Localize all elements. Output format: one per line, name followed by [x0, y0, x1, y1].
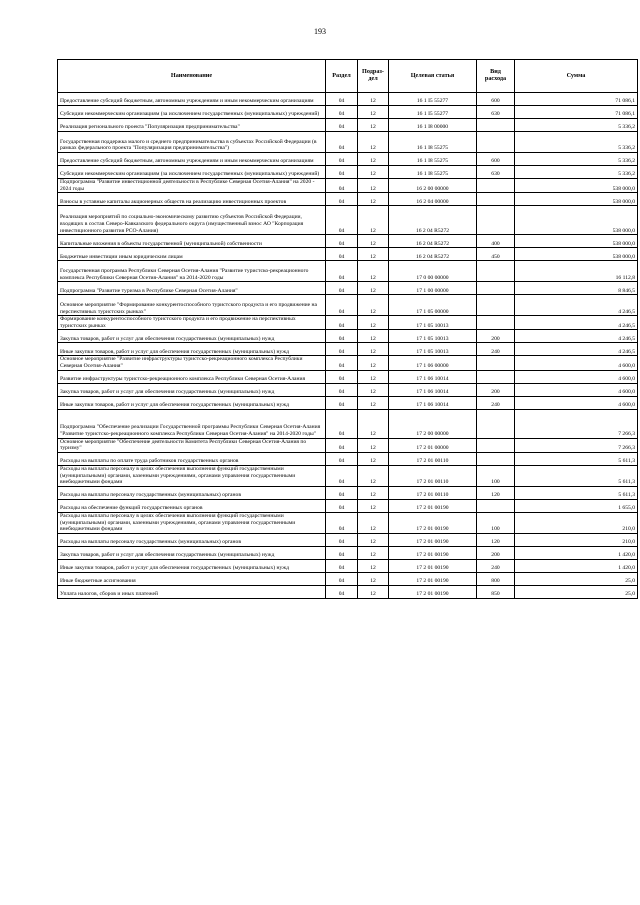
cell-target-code: 17 2 01 00110 [389, 486, 477, 499]
cell-target-code: 17 2 00 00000 [389, 409, 477, 438]
table-row [58, 248, 638, 261]
cell-subsection: 12 [358, 193, 389, 206]
table-row [58, 356, 638, 370]
cell-sum: 25,0 [515, 585, 638, 598]
table-row [58, 546, 638, 559]
cell-name: Субсидии некоммерческим организациям (за исключением государственных (муниципальных) учреждений) [58, 106, 326, 119]
budget-table [57, 59, 638, 599]
cell-target-code: 16 1 I8 55275 [389, 166, 477, 179]
cell-section: 04 [326, 166, 358, 179]
cell-section: 04 [326, 533, 358, 546]
cell-name: Подпрограмма "Развитие инвестиционной деятельности в Республике Северная Осетия-Алания" на 2020 - 2024 годы [58, 179, 326, 193]
cell-expense-type: 200 [477, 330, 515, 343]
cell-subsection: 12 [358, 465, 389, 486]
cell-expense-type: 630 [477, 166, 515, 179]
cell-target-code: 17 1 05 10013 [389, 343, 477, 356]
cell-name: Реализация регионального проекта "Популяризация предпринимательства" [58, 119, 326, 132]
cell-subsection: 12 [358, 356, 389, 370]
cell-expense-type: 100 [477, 465, 515, 486]
cell-section: 04 [326, 409, 358, 438]
cell-target-code: 17 1 06 00000 [389, 356, 477, 370]
table-row [58, 282, 638, 295]
table-row [58, 330, 638, 343]
table-row [58, 499, 638, 512]
cell-name: Государственная программа Республики Северная Осетия-Алания "Развитие туристско-рекреационного комплекса Республики Северная Осетия-Алания" на 2014-2020 годы [58, 261, 326, 282]
cell-name: Взносы в уставные капиталы акционерных обществ на реализацию инвестиционных проектов [58, 193, 326, 206]
cell-sum: 1 420,0 [515, 559, 638, 572]
cell-sum: 4 600,0 [515, 356, 638, 370]
cell-expense-type: 200 [477, 383, 515, 396]
cell-name: Расходы на выплаты по оплате труда работников государственных органов [58, 452, 326, 465]
cell-subsection: 12 [358, 119, 389, 132]
cell-expense-type: 850 [477, 585, 515, 598]
cell-name: Расходы на выплаты персоналу в целях обеспечения выполнения функций государственными (муниципальными) органами, казенными учреждениями, органами управления государственными внебюджетными фондами [58, 512, 326, 533]
cell-name: Основное мероприятие "Формирование конкурентоспособного туристского продукта и его продвижение на перспективных туристских рынках" [58, 295, 326, 316]
cell-section: 04 [326, 486, 358, 499]
cell-expense-type [477, 499, 515, 512]
cell-subsection: 12 [358, 486, 389, 499]
cell-expense-type: 240 [477, 396, 515, 409]
cell-sum: 1 655,0 [515, 499, 638, 512]
cell-sum: 71 086,1 [515, 93, 638, 106]
cell-section: 04 [326, 316, 358, 330]
cell-name: Расходы на обеспечение функций государственных органов [58, 499, 326, 512]
cell-name: Закупка товаров, работ и услуг для обеспечения государственных (муниципальных) нужд [58, 546, 326, 559]
cell-section: 04 [326, 261, 358, 282]
cell-subsection: 12 [358, 206, 389, 235]
cell-target-code: 16 2 00 00000 [389, 179, 477, 193]
cell-expense-type [477, 370, 515, 383]
table-row [58, 370, 638, 383]
cell-sum: 4 246,5 [515, 295, 638, 316]
cell-name: Иные закупки товаров, работ и услуг для обеспечения государственных (муниципальных) нужд [58, 559, 326, 572]
table-row [58, 132, 638, 153]
cell-target-code: 17 1 05 10013 [389, 330, 477, 343]
cell-target-code: 16 2 04 00000 [389, 193, 477, 206]
cell-section: 04 [326, 153, 358, 166]
cell-name: Иные бюджетные ассигнования [58, 572, 326, 585]
cell-section: 04 [326, 546, 358, 559]
cell-sum: 4 246,5 [515, 316, 638, 330]
cell-sum: 25,0 [515, 572, 638, 585]
cell-section: 04 [326, 383, 358, 396]
cell-expense-type [477, 132, 515, 153]
cell-section: 04 [326, 452, 358, 465]
cell-subsection: 12 [358, 282, 389, 295]
table-row [58, 166, 638, 179]
cell-target-code: 16 1 I8 55275 [389, 132, 477, 153]
cell-expense-type [477, 261, 515, 282]
cell-sum: 538 000,0 [515, 206, 638, 235]
header-target-code: Целевая статья [389, 60, 477, 93]
cell-target-code: 16 1 I8 00000 [389, 119, 477, 132]
table-row [58, 452, 638, 465]
cell-subsection: 12 [358, 438, 389, 452]
table-row [58, 261, 638, 282]
table-row [58, 343, 638, 356]
table-row [58, 559, 638, 572]
cell-name: Предоставление субсидий бюджетным, автономным учреждениям и иным некоммерческим организациям [58, 93, 326, 106]
cell-section: 04 [326, 206, 358, 235]
cell-target-code: 17 1 05 00000 [389, 295, 477, 316]
cell-name: Иные закупки товаров, работ и услуг для обеспечения государственных (муниципальных) нужд [58, 396, 326, 409]
cell-subsection: 12 [358, 316, 389, 330]
cell-subsection: 12 [358, 533, 389, 546]
table-row [58, 119, 638, 132]
cell-expense-type: 200 [477, 546, 515, 559]
cell-subsection: 12 [358, 93, 389, 106]
cell-sum: 4 600,0 [515, 396, 638, 409]
cell-subsection: 12 [358, 585, 389, 598]
cell-sum: 71 086,1 [515, 106, 638, 119]
cell-section: 04 [326, 235, 358, 248]
cell-expense-type: 630 [477, 106, 515, 119]
cell-sum: 16 112,8 [515, 261, 638, 282]
cell-target-code: 17 2 01 00190 [389, 585, 477, 598]
cell-name: Формирование конкурентоспособного туристского продукта и его продвижение на перспективных туристских рынках [58, 316, 326, 330]
cell-section: 04 [326, 499, 358, 512]
table-row [58, 316, 638, 330]
cell-name: Подпрограмма "Развитие туризма в Республике Северная Осетия-Алания" [58, 282, 326, 295]
cell-subsection: 12 [358, 499, 389, 512]
cell-section: 04 [326, 512, 358, 533]
cell-name: Закупка товаров, работ и услуг для обеспечения государственных (муниципальных) нужд [58, 330, 326, 343]
header-name: Наименование [58, 60, 326, 93]
cell-name: Государственная поддержка малого и среднего предпринимательства в субъектах Российской Федерации (в рамках федерального проекта "Популяризация предпринимательства") [58, 132, 326, 153]
cell-name: Капитальные вложения в объекты государственной (муниципальной) собственности [58, 235, 326, 248]
cell-section: 04 [326, 106, 358, 119]
cell-subsection: 12 [358, 383, 389, 396]
cell-sum: 5 336,2 [515, 132, 638, 153]
cell-section: 04 [326, 559, 358, 572]
table-row [58, 533, 638, 546]
cell-section: 04 [326, 370, 358, 383]
cell-target-code: 17 2 01 00190 [389, 499, 477, 512]
cell-sum: 5 611,3 [515, 452, 638, 465]
cell-expense-type [477, 119, 515, 132]
table-row [58, 486, 638, 499]
cell-sum: 7 266,3 [515, 409, 638, 438]
cell-sum: 5 611,3 [515, 465, 638, 486]
cell-name: Предоставление субсидий бюджетным, автономным учреждениям и иным некоммерческим организациям [58, 153, 326, 166]
cell-sum: 538 000,0 [515, 248, 638, 261]
cell-section: 04 [326, 356, 358, 370]
cell-expense-type: 240 [477, 343, 515, 356]
header-section: Раздел [326, 60, 358, 93]
cell-expense-type [477, 295, 515, 316]
cell-target-code: 17 1 00 00000 [389, 282, 477, 295]
cell-sum: 4 600,0 [515, 370, 638, 383]
cell-expense-type: 120 [477, 486, 515, 499]
cell-name: Расходы на выплаты персоналу в целях обеспечения выполнения функций государственными (муниципальными) органами, казенными учреждениями, органами управления государственными внебюджетными фондами [58, 465, 326, 486]
cell-subsection: 12 [358, 132, 389, 153]
table-row [58, 235, 638, 248]
cell-subsection: 12 [358, 559, 389, 572]
cell-expense-type [477, 452, 515, 465]
header-sum: Сумма [515, 60, 638, 93]
table-row [58, 572, 638, 585]
cell-sum: 4 600,0 [515, 383, 638, 396]
cell-target-code: 16 1 I5 55277 [389, 106, 477, 119]
cell-section: 04 [326, 585, 358, 598]
cell-target-code: 16 2 04 R5272 [389, 206, 477, 235]
cell-section: 04 [326, 396, 358, 409]
cell-section: 04 [326, 572, 358, 585]
table-row [58, 409, 638, 438]
cell-target-code: 17 2 01 00190 [389, 546, 477, 559]
cell-sum: 4 246,5 [515, 343, 638, 356]
cell-section: 04 [326, 93, 358, 106]
cell-subsection: 12 [358, 512, 389, 533]
table-row [58, 383, 638, 396]
table-row [58, 179, 638, 193]
cell-target-code: 17 2 01 00190 [389, 559, 477, 572]
cell-target-code: 16 1 I8 55275 [389, 153, 477, 166]
cell-sum: 538 000,0 [515, 179, 638, 193]
cell-target-code: 17 1 05 10013 [389, 316, 477, 330]
table-row [58, 193, 638, 206]
cell-expense-type [477, 193, 515, 206]
cell-target-code: 17 2 01 00110 [389, 465, 477, 486]
table-row [58, 295, 638, 316]
cell-expense-type [477, 438, 515, 452]
cell-sum: 5 336,2 [515, 153, 638, 166]
cell-target-code: 17 2 01 00110 [389, 452, 477, 465]
cell-name: Субсидии некоммерческим организациям (за исключением государственных (муниципальных) учреждений) [58, 166, 326, 179]
cell-subsection: 12 [358, 452, 389, 465]
cell-sum: 538 000,0 [515, 193, 638, 206]
cell-sum: 7 266,3 [515, 438, 638, 452]
table-body [58, 93, 638, 599]
cell-section: 04 [326, 193, 358, 206]
cell-target-code: 17 2 01 00000 [389, 438, 477, 452]
cell-subsection: 12 [358, 546, 389, 559]
cell-sum: 8 846,5 [515, 282, 638, 295]
cell-sum: 5 336,2 [515, 166, 638, 179]
cell-subsection: 12 [358, 370, 389, 383]
cell-section: 04 [326, 465, 358, 486]
cell-subsection: 12 [358, 235, 389, 248]
cell-section: 04 [326, 295, 358, 316]
cell-section: 04 [326, 248, 358, 261]
cell-sum: 210,0 [515, 533, 638, 546]
cell-expense-type [477, 206, 515, 235]
cell-name: Уплата налогов, сборов и иных платежей [58, 585, 326, 598]
cell-section: 04 [326, 438, 358, 452]
cell-subsection: 12 [358, 261, 389, 282]
cell-sum: 5 336,2 [515, 119, 638, 132]
table-row [58, 512, 638, 533]
cell-expense-type: 100 [477, 512, 515, 533]
header-subsection: Подраз-дел [358, 60, 389, 93]
cell-target-code: 17 2 01 00190 [389, 572, 477, 585]
cell-subsection: 12 [358, 179, 389, 193]
cell-section: 04 [326, 343, 358, 356]
cell-name: Реализация мероприятий по социально-экономическому развитию субъектов Российской Федерации, входящих в состав Северо-Кавказского федерального округа (имущественный взнос АО "Корпорация инвестиционного развития РСО-Алания) [58, 206, 326, 235]
cell-target-code: 17 1 06 10014 [389, 383, 477, 396]
cell-subsection: 12 [358, 106, 389, 119]
cell-target-code: 17 1 06 10014 [389, 396, 477, 409]
cell-sum: 4 246,5 [515, 330, 638, 343]
cell-name: Подпрограмма "Обеспечение реализации Государственной программы Республики Северная Осетия-Алания "Развитие туристско-рекреационного комплекса Республики Северная Осетия-Алания" на 2014-2020 годы" [58, 409, 326, 438]
cell-expense-type [477, 316, 515, 330]
cell-subsection: 12 [358, 295, 389, 316]
cell-expense-type: 600 [477, 93, 515, 106]
cell-sum: 5 611,3 [515, 486, 638, 499]
cell-target-code: 17 0 00 00000 [389, 261, 477, 282]
cell-expense-type: 400 [477, 235, 515, 248]
cell-section: 04 [326, 330, 358, 343]
cell-name: Иные закупки товаров, работ и услуг для обеспечения государственных (муниципальных) нужд [58, 343, 326, 356]
cell-expense-type [477, 282, 515, 295]
cell-expense-type [477, 409, 515, 438]
header-expense-type: Вид расхода [477, 60, 515, 93]
cell-subsection: 12 [358, 409, 389, 438]
cell-subsection: 12 [358, 248, 389, 261]
cell-expense-type: 600 [477, 153, 515, 166]
cell-name: Основное мероприятие "Обеспечение деятельности Комитета Республики Северная Осетия-Алания по туризму" [58, 438, 326, 452]
cell-target-code: 17 2 01 00190 [389, 533, 477, 546]
cell-subsection: 12 [358, 572, 389, 585]
table-row [58, 93, 638, 106]
cell-subsection: 12 [358, 396, 389, 409]
cell-section: 04 [326, 132, 358, 153]
cell-name: Основное мероприятие "Развитие инфраструктуры туристско-рекреационного комплекса Республики Северная Осетия-Алания" [58, 356, 326, 370]
cell-expense-type: 800 [477, 572, 515, 585]
cell-subsection: 12 [358, 153, 389, 166]
page-number: 193 [314, 27, 326, 36]
table-row [58, 206, 638, 235]
cell-sum: 538 000,0 [515, 235, 638, 248]
cell-section: 04 [326, 282, 358, 295]
cell-target-code: 16 2 04 R5272 [389, 248, 477, 261]
cell-subsection: 12 [358, 330, 389, 343]
cell-expense-type: 120 [477, 533, 515, 546]
cell-target-code: 16 1 I5 55277 [389, 93, 477, 106]
cell-expense-type [477, 179, 515, 193]
cell-name: Расходы на выплаты персоналу государственных (муниципальных) органов [58, 533, 326, 546]
cell-name: Расходы на выплаты персоналу государственных (муниципальных) органов [58, 486, 326, 499]
cell-sum: 1 420,0 [515, 546, 638, 559]
table-row [58, 585, 638, 598]
cell-expense-type [477, 356, 515, 370]
cell-target-code: 16 2 04 R5272 [389, 235, 477, 248]
table-header-row [58, 60, 638, 93]
cell-section: 04 [326, 119, 358, 132]
cell-target-code: 17 1 06 10014 [389, 370, 477, 383]
cell-expense-type: 240 [477, 559, 515, 572]
cell-target-code: 17 2 01 00190 [389, 512, 477, 533]
cell-subsection: 12 [358, 343, 389, 356]
cell-subsection: 12 [358, 166, 389, 179]
cell-name: Развитие инфраструктуры туристско-рекреационного комплекса Республики Северная Осетия-Алания [58, 370, 326, 383]
table-row [58, 438, 638, 452]
cell-expense-type: 450 [477, 248, 515, 261]
cell-name: Бюджетные инвестиции иным юридическим лицам [58, 248, 326, 261]
table-row [58, 153, 638, 166]
table-row [58, 106, 638, 119]
cell-sum: 210,0 [515, 512, 638, 533]
table-row [58, 396, 638, 409]
cell-name: Закупка товаров, работ и услуг для обеспечения государственных (муниципальных) нужд [58, 383, 326, 396]
cell-section: 04 [326, 179, 358, 193]
table-row [58, 465, 638, 486]
